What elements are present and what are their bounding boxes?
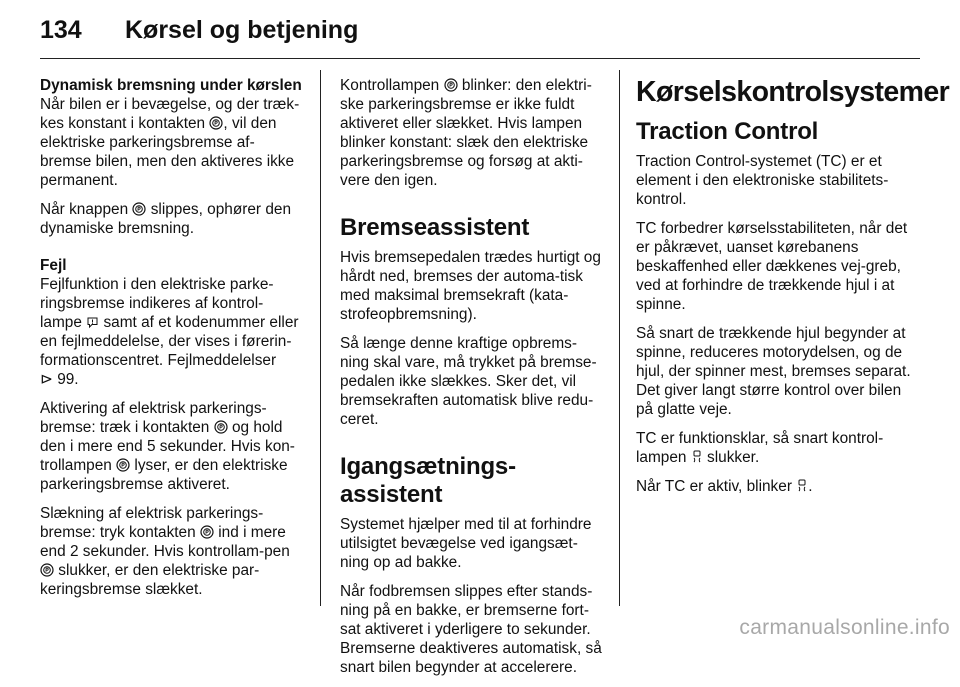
traction-control-lamp-icon [796,479,808,493]
parking-brake-lamp-icon [444,78,458,92]
page-reference-arrow-icon: ⊳ [40,371,53,388]
parking-brake-lamp-icon [116,458,130,472]
parking-brake-switch-icon [209,116,223,130]
traction-control-paragraph-1: Traction Control-systemet (TC) er et element i den elektroniske stabilitets-kontrol. [636,153,889,208]
brake-assist-heading: Bremseassistent [340,214,530,241]
column-right [636,76,950,506]
chapter-title: Kørsel og betjening [125,16,359,44]
fault-paragraph: Fejlfunktion i den elektriske parke-ringsbremse indikeres af kontrol-lampe samt af et kodenummer eller en fejlmeddelelse, der vises i førerin-formationscentret. Fejlmeddelelser ⊳ 99. [40,276,299,388]
column-divider-left [320,70,321,606]
page-reference[interactable]: 99. [57,371,79,388]
brake-assist-paragraph-2: Så længe denne kraftige opbrems-ning skal vare, må trykket på bremse-pedalen ikke slækkes. Sker det, vil bremsekraften automatisk blive redu-ceret. [340,335,597,428]
page-number: 134 [40,16,82,44]
traction-control-paragraph-3: Så snart de trækkende hjul begynder at spinne, reduceres motorydelsen, og de hjul, der spinner mest, bremses separat. Det giver langt større kontrol over bilen på glatte veje. [636,325,911,418]
hill-start-assist-heading: Igangsætnings-assistent [340,453,516,508]
dynamic-braking-paragraph-1: Når bilen er i bevægelse, og der træk-kes konstant i kontakten , vil den elektriske parkeringsbremse af-bremse bilen, men den aktiveres ikke permanent. [40,96,300,189]
traction-control-lamp-icon [691,450,703,464]
header-rule [40,58,920,59]
parking-brake-switch-icon [132,202,146,216]
traction-control-heading: Traction Control [636,118,819,145]
activation-paragraph: Aktivering af elektrisk parkerings-bremse: træk i kontakten og hold den i mere end 5 sekunder. Hvis kon-trollampen lyser, er den elektriske parkeringsbremse aktiveret. [40,400,295,493]
traction-control-paragraph-4: TC er funktionsklar, så snart kontrol-lampen slukker. [636,430,884,466]
fault-title: Fejl [40,257,67,274]
dynamic-braking-paragraph-2: Når knappen slippes, ophører den dynamiske bremsning. [40,201,292,237]
column-middle [340,76,605,687]
column-left [40,76,305,609]
hill-start-assist-paragraph-1: Systemet hjælper med til at forhindre utilsigtet bevægelse ved igangsæt-ning op ad bakke. [340,516,592,571]
hill-start-assist-paragraph-2: Når fodbremsen slippes efter stands-ning på en bakke, er bremserne fort-sat aktiveret i yderligere to sekunder. Bremserne deaktiveres automatisk, så snart bilen begynder at accelerere. [340,583,602,676]
parking-brake-switch-icon [214,420,228,434]
lamp-blinking-paragraph: Kontrollampen blinker: den elektri-ske parkeringsbremse er ikke fuldt aktiveret eller slækket. Hvis lampen blinker konstant: slæk den elektriske parkeringsbremse og forsøg at akti-vere den igen. [340,77,592,189]
release-paragraph: Slækning af elektrisk parkerings-bremse: tryk kontakten ind i mere end 2 sekunder. Hvis kontrollam-pen slukker, er den elektriske par-keringsbremse slækket. [40,505,290,598]
column-divider-right [619,70,620,606]
brake-assist-paragraph-1: Hvis bremsepedalen trædes hurtigt og hårdt ned, bremses der automa-tisk med maksimal bremsekraft (kata-strofeopbremsning). [340,249,601,323]
page-header [40,16,920,45]
dynamic-braking-title: Dynamisk bremsning under kørslen [40,77,302,94]
watermark: carmanualsonline.info [739,616,950,639]
traction-control-paragraph-5: Når TC er aktiv, blinker . [636,478,813,495]
driving-control-systems-heading: Kørselskontrolsystemer [636,76,950,108]
brake-warning-lamp-icon [86,316,99,329]
traction-control-paragraph-2: TC forbedrer kørselsstabiliteten, når det er påkrævet, uanset kørebanens beskaffenhed eller dækkenes vej-greb, ved at forhindre de trækkende hjul i at spinne. [636,220,908,313]
parking-brake-lamp-icon [40,563,54,577]
parking-brake-switch-icon [200,525,214,539]
